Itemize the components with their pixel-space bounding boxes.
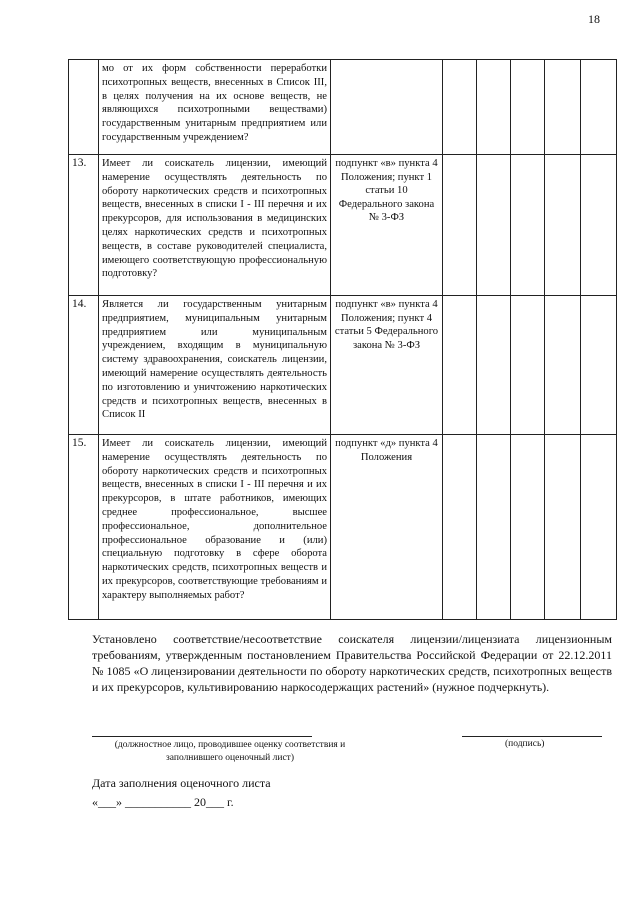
answer-cell <box>443 60 477 155</box>
row-number: 14. <box>69 296 99 435</box>
row-question: мо от их форм собственности переработки психотропных веществ, внесенных в Список III, в целях получения на их основе веществ, не являющихся психотропными веществами) государственным унитарным предприятием или государственным учреждением? <box>99 60 331 155</box>
answer-cell <box>545 155 581 296</box>
row-question: Имеет ли соискатель лицензии, имеющий намерение осуществлять деятельность по обороту наркотических средств и психотропных веществ, внесенных в списки I - III перечня и их прекурсоров, в штате работников, имеющих среднее профессиональное, высшее профессиональное, дополнительное профессиональное образование и (или) специальную подготовку в сфере оборота наркотических средств, психотропных веществ и их прекурсоров, соответствующие требованиям и характеру выполняемых работ? <box>99 435 331 620</box>
answer-cell <box>581 296 617 435</box>
checklist-table <box>68 59 617 620</box>
answer-cell <box>581 155 617 296</box>
answer-cell <box>581 435 617 620</box>
answer-cell <box>477 435 511 620</box>
official-signature-line <box>92 736 312 737</box>
table-row <box>69 155 617 296</box>
signature-line <box>462 736 602 737</box>
answer-cell <box>477 60 511 155</box>
answer-cell <box>477 155 511 296</box>
row-reference: подпункт «в» пункта 4 Положения; пункт 1 статьи 10 Федерального закона № 3-ФЗ <box>331 155 443 296</box>
row-number <box>69 60 99 155</box>
row-reference: подпункт «в» пункта 4 Положения; пункт 4 статьи 5 Федерального закона № 3-ФЗ <box>331 296 443 435</box>
answer-cell <box>545 435 581 620</box>
row-reference <box>331 60 443 155</box>
row-number: 13. <box>69 155 99 296</box>
table-row <box>69 60 617 155</box>
answer-cell <box>511 296 545 435</box>
date-fill-line: «___» ___________ 20___ г. <box>92 795 234 809</box>
answer-cell <box>511 155 545 296</box>
table-row <box>69 296 617 435</box>
answer-cell <box>443 435 477 620</box>
row-number: 15. <box>69 435 99 620</box>
signature-caption: (подпись) <box>505 739 545 749</box>
row-reference: подпункт «д» пункта 4 Положения <box>331 435 443 620</box>
answer-cell <box>511 60 545 155</box>
answer-cell <box>477 296 511 435</box>
official-caption-line-2: заполнившего оценочный лист) <box>166 753 294 763</box>
answer-cell <box>511 435 545 620</box>
page-number: 18 <box>588 12 600 26</box>
table-row <box>69 435 617 620</box>
row-question: Является ли государственным унитарным предприятием, муниципальным унитарным предприятием или муниципальным учреждением, входящим в муниципальную систему здравоохранения, соискатель лицензии, имеющий намерение осуществлять деятельность по изготовлению и уничтожению наркотических средств и психотропных веществ, внесенных в Список II <box>99 296 331 435</box>
answer-cell <box>443 155 477 296</box>
answer-cell <box>545 296 581 435</box>
date-title: Дата заполнения оценочного листа <box>92 776 271 790</box>
answer-cell <box>545 60 581 155</box>
answer-cell <box>581 60 617 155</box>
official-caption <box>90 739 370 765</box>
conclusion-text: Установлено соответствие/несоответствие соискателя лицензии/лицензиата лицензионным требованиям, утвержденным постановлением Правительства Российской Федерации от 22.12.2011 № 1085 «О лицензировании деятельности по обороту наркотических средств, психотропных веществ и их прекурсоров, культивированию наркосодержащих растений» (нужное подчеркнуть). <box>92 632 612 694</box>
official-caption-line-1: (должностное лицо, проводившее оценку соответствия и <box>114 740 346 750</box>
row-question: Имеет ли соискатель лицензии, имеющий намерение осуществлять деятельность по обороту наркотических средств и психотропных веществ, внесенных в списки I - III перечня и их прекурсоров, для использования в медицинских целях наркотических средств и психотропных веществ, в составе руководителей специалиста, имеющего соответствующую профессиональную подготовку? <box>99 155 331 296</box>
answer-cell <box>443 296 477 435</box>
